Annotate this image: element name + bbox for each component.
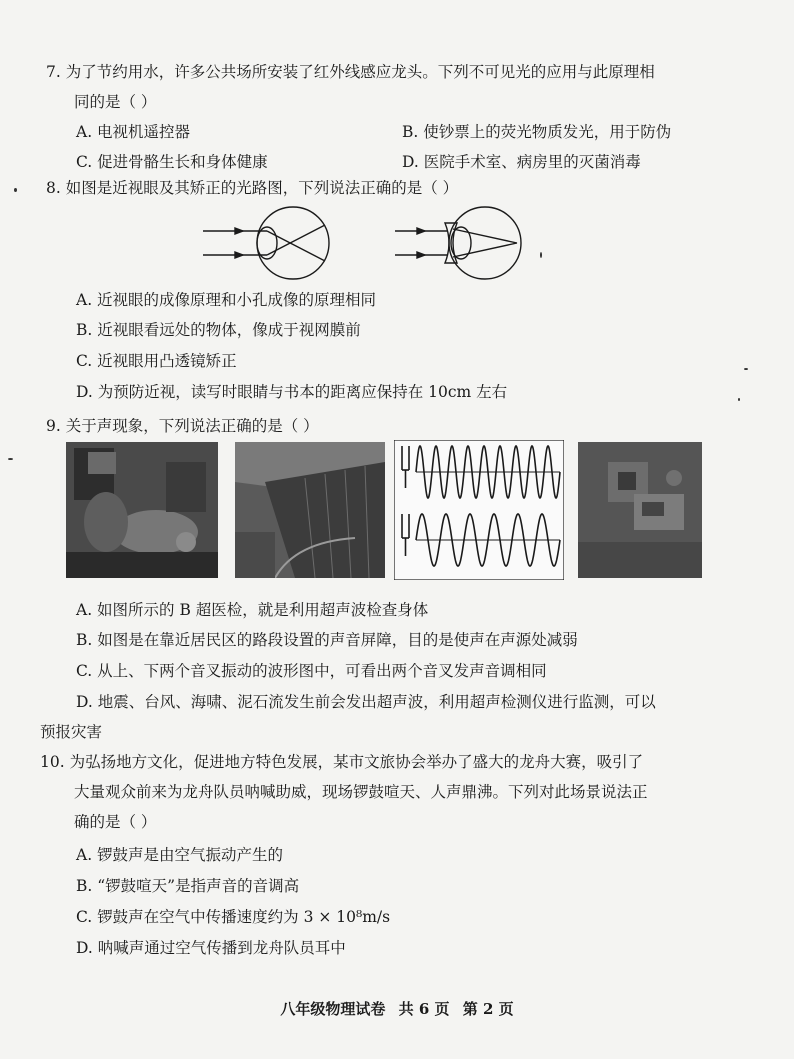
q10-stem-line2: 大量观众前来为龙舟队员呐喊助威，现场锣鼓喧天、人声鼎沸。下列对此场景说法正: [74, 783, 648, 801]
page-footer: [0, 998, 794, 1019]
q10-option-b: B. “锣鼓喧天”是指声音的音调高: [76, 877, 300, 895]
scan-speck: [738, 398, 740, 401]
corrected-eye-figure: [395, 207, 521, 279]
q8-option-a: A. 近视眼的成像原理和小孔成像的原理相同: [76, 291, 377, 309]
q10-option-c: C. 锣鼓声在空气中传播速度约为 3 × 10⁸m/s: [76, 908, 391, 926]
q7-option-b: B. 使钞票上的荧光物质发光，用于防伪: [402, 123, 672, 141]
q9-option-d-line2: 预报灾害: [40, 723, 103, 741]
q9-option-c: C. 从上、下两个音叉振动的波形图中，可看出两个音叉发声音调相同: [76, 662, 547, 680]
q7-option-c: C. 促进骨骼生长和身体健康: [76, 153, 268, 171]
q10-option-a: A. 锣鼓声是由空气振动产生的: [76, 846, 284, 864]
b-ultrasound-photo: [66, 442, 218, 578]
scan-speck: [8, 458, 13, 460]
q10-stem-line1: 10. 为弘扬地方文化，促进地方特色发展，某市文旅协会举办了盛大的龙舟大赛，吸引了: [40, 753, 644, 771]
q9-option-a: A. 如图所示的 B 超医检，就是利用超声波检查身体: [76, 601, 429, 619]
myopia-diagram: [195, 205, 555, 285]
sound-barrier-photo: [235, 442, 385, 578]
q7-option-d: D. 医院手术室、病房里的灭菌消毒: [402, 153, 641, 171]
q7-stem-line1: 7. 为了节约用水，许多公共场所安装了红外线感应龙头。下列不可见光的应用与此原理相: [46, 63, 655, 81]
q10-stem-line3: 确的是（ ）: [74, 813, 157, 831]
q8-option-d: D. 为预防近视，读写时眼睛与书本的距离应保持在 10cm 左右: [76, 383, 508, 401]
q7-option-a: A. 电视机遥控器: [76, 123, 191, 141]
footer-title: 八年级物理试卷: [280, 1000, 386, 1018]
detection-instrument-photo: [578, 442, 702, 578]
q9-option-b: B. 如图是在靠近居民区的路段设置的声音屏障，目的是使声在声源处减弱: [76, 631, 578, 649]
footer-page-number: 第 2 页: [462, 1000, 514, 1018]
myopic-eye-figure: [203, 207, 329, 279]
q10-option-d: D. 呐喊声通过空气传播到龙舟队员耳中: [76, 939, 346, 957]
q8-stem: 8. 如图是近视眼及其矫正的光路图，下列说法正确的是（ ）: [46, 179, 459, 197]
scan-speck: [744, 368, 748, 370]
q8-option-c: C. 近视眼用凸透镜矫正: [76, 352, 237, 370]
q9-stem: 9. 关于声现象，下列说法正确的是（ ）: [46, 417, 319, 435]
scan-speck: [540, 252, 542, 258]
tuning-fork-waveforms: [394, 440, 564, 580]
footer-total-pages: 共 6 页: [398, 1000, 450, 1018]
q9-option-d-line1: D. 地震、台风、海啸、泥石流发生前会发出超声波，利用超声检测仪进行监测，可以: [76, 693, 656, 711]
q7-stem-line2: 同的是（ ）: [74, 93, 157, 111]
scan-speck: [14, 188, 17, 192]
q8-option-b: B. 近视眼看远处的物体，像成于视网膜前: [76, 321, 361, 339]
